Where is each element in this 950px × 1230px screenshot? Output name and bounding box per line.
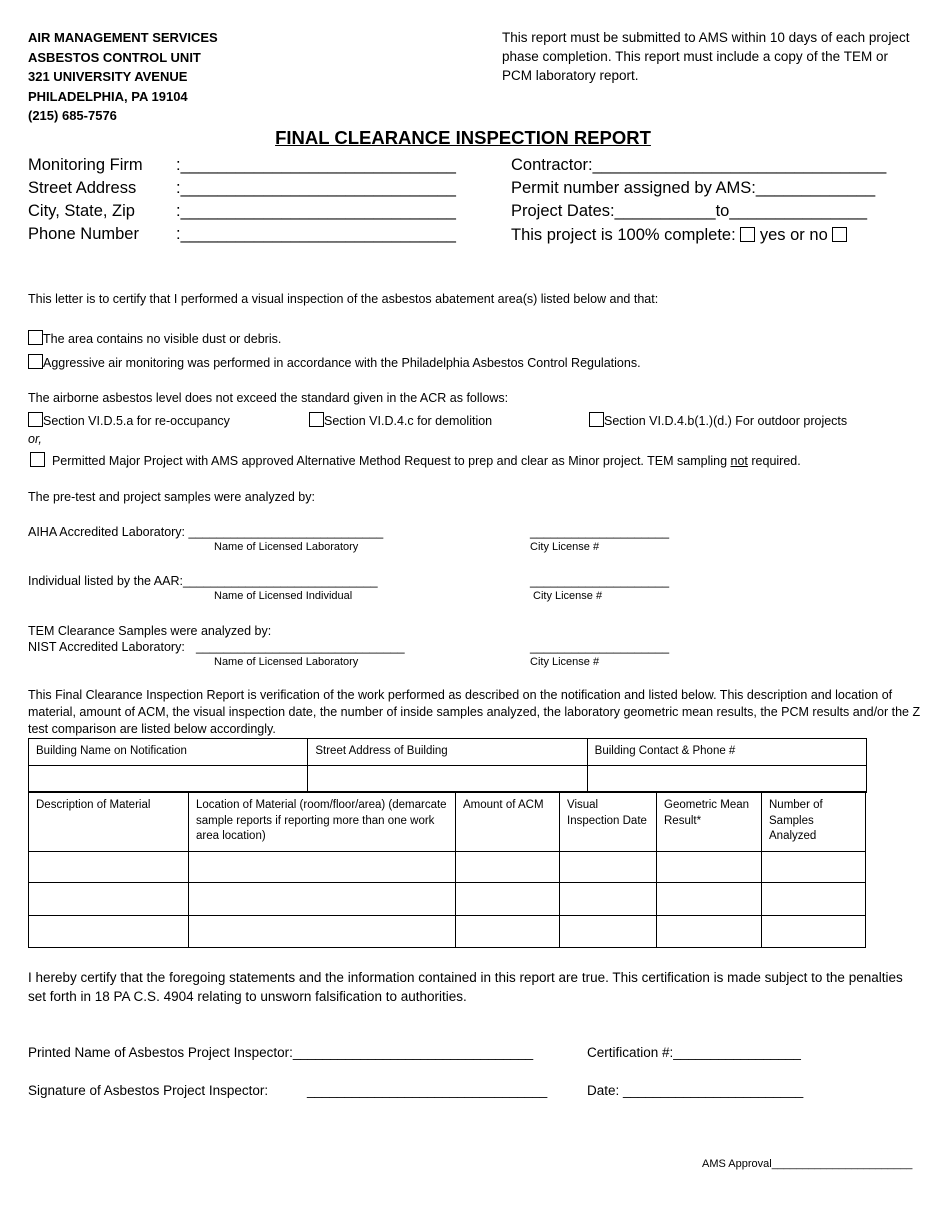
table-cell[interactable] bbox=[29, 852, 189, 883]
section-reoccupancy-checkbox[interactable] bbox=[28, 412, 43, 427]
individual-field[interactable]: Individual listed by the AAR:____________________________ bbox=[28, 574, 378, 588]
table-cell[interactable] bbox=[762, 852, 866, 883]
monitoring-firm-label: Monitoring Firm bbox=[28, 156, 143, 174]
table-row bbox=[29, 852, 866, 883]
table-row bbox=[29, 766, 867, 793]
table-cell[interactable] bbox=[189, 852, 456, 883]
street-address-label: Street Address bbox=[28, 179, 137, 197]
street-address-field[interactable]: :______________________________ bbox=[176, 179, 456, 197]
air-monitoring-row bbox=[28, 354, 641, 370]
or-label: or, bbox=[28, 432, 42, 446]
air-monitoring-label: Aggressive air monitoring was performed in accordance with the Philadelphia Asbestos Control Regulations. bbox=[43, 356, 641, 370]
table-header-cell: Amount of ACM bbox=[456, 792, 560, 852]
permitted-major-not: not bbox=[730, 454, 748, 468]
project-complete-label: This project is 100% complete: bbox=[511, 226, 736, 244]
aiha-license-field[interactable]: ____________________ bbox=[530, 525, 670, 539]
agency-line: ASBESTOS CONTROL UNIT bbox=[28, 49, 201, 65]
permitted-major-text: Permitted Major Project with AMS approved Alternative Method Request to prep and clear as Minor project. TEM sampling bbox=[51, 454, 731, 468]
street-address-cell[interactable] bbox=[308, 766, 587, 793]
page-title: FINAL CLEARANCE INSPECTION REPORT bbox=[275, 127, 651, 148]
certify-intro: This letter is to certify that I performed a visual inspection of the asbestos abatement area(s) listed below and that: bbox=[28, 292, 659, 306]
permitted-major-tail: required. bbox=[747, 454, 801, 468]
table-cell[interactable] bbox=[456, 916, 560, 948]
building-contact-cell[interactable] bbox=[587, 766, 866, 793]
ams-approval-field[interactable]: AMS Approval_______________________ bbox=[702, 1158, 913, 1170]
agency-line: 321 UNIVERSITY AVENUE bbox=[28, 69, 188, 84]
table-header-row bbox=[29, 792, 866, 852]
yes-or-no-label: yes or no bbox=[759, 226, 828, 244]
building-table bbox=[28, 738, 867, 793]
section-outdoor-row bbox=[589, 412, 847, 428]
phone-number-label: Phone Number bbox=[28, 225, 139, 243]
project-dates-to: to bbox=[715, 202, 730, 220]
table-header-cell: Location of Material (room/floor/area) (demarcate sample reports if reporting more than one work area location) bbox=[189, 792, 456, 852]
aiha-license-caption: City License # bbox=[530, 541, 600, 553]
table-cell[interactable] bbox=[560, 916, 657, 948]
pretest-heading: The pre-test and project samples were analyzed by: bbox=[28, 490, 315, 504]
contractor-field[interactable]: Contractor:________________________________ bbox=[511, 156, 887, 174]
table-cell[interactable] bbox=[657, 916, 762, 948]
signature-label: Signature of Asbestos Project Inspector: bbox=[28, 1083, 269, 1098]
no-dust-label: The area contains no visible dust or debris. bbox=[43, 332, 282, 346]
permitted-major-checkbox[interactable] bbox=[30, 452, 45, 467]
building-name-cell[interactable] bbox=[29, 766, 308, 793]
table-header-cell: Number of Samples Analyzed bbox=[762, 792, 866, 852]
no-dust-checkbox[interactable] bbox=[28, 330, 43, 345]
city-state-zip-field[interactable]: :______________________________ bbox=[176, 202, 456, 220]
permitted-major-row bbox=[30, 452, 801, 468]
verification-paragraph: This Final Clearance Inspection Report is verification of the work performed as described on the notification and listed below. This description and location of material, amount of ACM, the visual inspection date, the number of inside samples analyzed, the laboratory geometric mean results, the PCM results and/or the Z test comparison are listed below accordingly. bbox=[28, 688, 921, 736]
nist-lab-field[interactable]: ______________________________ bbox=[196, 640, 405, 654]
project-dates-field[interactable] bbox=[511, 202, 867, 221]
table-header-cell: Street Address of Building bbox=[308, 739, 587, 766]
section-demolition-row bbox=[309, 412, 492, 428]
table-cell[interactable] bbox=[657, 852, 762, 883]
nist-license-field[interactable]: ____________________ bbox=[530, 640, 670, 654]
table-header-cell: Building Contact & Phone # bbox=[587, 739, 866, 766]
table-cell[interactable] bbox=[29, 916, 189, 948]
monitoring-firm-field[interactable]: :______________________________ bbox=[176, 156, 456, 174]
no-dust-row bbox=[28, 330, 281, 346]
individual-caption: Name of Licensed Individual bbox=[214, 590, 353, 602]
table-header-cell: Visual Inspection Date bbox=[560, 792, 657, 852]
section-reoccupancy-row bbox=[28, 412, 230, 428]
section-outdoor-label: Section VI.D.4.b(1.)(d.) For outdoor projects bbox=[604, 414, 848, 428]
printed-name-field[interactable]: Printed Name of Asbestos Project Inspector:________________________________ bbox=[28, 1045, 534, 1060]
nist-license-caption: City License # bbox=[530, 656, 600, 668]
section-outdoor-checkbox[interactable] bbox=[589, 412, 604, 427]
individual-license-field[interactable]: ____________________ bbox=[530, 574, 670, 588]
project-dates-end[interactable]: _______________ bbox=[729, 202, 867, 220]
table-cell[interactable] bbox=[189, 883, 456, 916]
city-state-zip-label: City, State, Zip bbox=[28, 202, 135, 220]
project-complete-row bbox=[511, 226, 847, 245]
tem-heading: TEM Clearance Samples were analyzed by: bbox=[28, 624, 272, 638]
aiha-lab-field[interactable]: AIHA Accredited Laboratory: ____________________________ bbox=[28, 525, 384, 539]
table-row bbox=[29, 916, 866, 948]
airborne-intro: The airborne asbestos level does not exceed the standard given in the ACR as follows: bbox=[28, 391, 509, 405]
table-cell[interactable] bbox=[456, 852, 560, 883]
date-field[interactable]: Date: ________________________ bbox=[587, 1083, 804, 1098]
table-header-cell: Building Name on Notification bbox=[29, 739, 308, 766]
submission-notice: This report must be submitted to AMS within 10 days of each project phase completion. This report must include a copy of the TEM or PCM laboratory report. bbox=[502, 30, 910, 83]
certification-number-field[interactable]: Certification #:_________________ bbox=[587, 1045, 801, 1060]
yes-checkbox[interactable] bbox=[740, 227, 755, 242]
material-table bbox=[28, 791, 866, 948]
project-dates-start[interactable]: Project Dates:___________ bbox=[511, 202, 716, 220]
agency-line: AIR MANAGEMENT SERVICES bbox=[28, 30, 218, 45]
table-cell[interactable] bbox=[762, 883, 866, 916]
table-cell[interactable] bbox=[189, 916, 456, 948]
table-header-cell: Geometric Mean Result* bbox=[657, 792, 762, 852]
phone-number-field[interactable]: :______________________________ bbox=[176, 225, 456, 243]
table-cell[interactable] bbox=[456, 883, 560, 916]
table-header-cell: Description of Material bbox=[29, 792, 189, 852]
table-cell[interactable] bbox=[762, 916, 866, 948]
section-reoccupancy-label: Section VI.D.5.a for re-occupancy bbox=[43, 414, 230, 428]
nist-lab-caption: Name of Licensed Laboratory bbox=[214, 656, 359, 668]
table-header-row bbox=[29, 739, 867, 766]
section-demolition-label: Section VI.D.4.c for demolition bbox=[324, 414, 493, 428]
air-monitoring-checkbox[interactable] bbox=[28, 354, 43, 369]
table-cell[interactable] bbox=[560, 883, 657, 916]
agency-line: PHILADELPHIA, PA 19104 bbox=[28, 88, 188, 104]
agency-line: (215) 685-7576 bbox=[28, 108, 117, 123]
no-checkbox[interactable] bbox=[832, 227, 847, 242]
section-demolition-checkbox[interactable] bbox=[309, 412, 324, 427]
certification-statement: I hereby certify that the foregoing statements and the information contained in this report are true. This certification is made subject to the penalties set forth in 18 PA C.S. 4904 relating to unsworn falsification to authorities. bbox=[28, 970, 903, 1004]
table-cell[interactable] bbox=[560, 852, 657, 883]
signature-field[interactable]: ________________________________ bbox=[307, 1083, 548, 1098]
agency-address bbox=[28, 28, 218, 126]
nist-lab-label: NIST Accredited Laboratory: bbox=[28, 640, 185, 654]
table-row bbox=[29, 883, 866, 916]
permit-number-field[interactable]: Permit number assigned by AMS:_____________ bbox=[511, 179, 876, 197]
table-cell[interactable] bbox=[29, 883, 189, 916]
table-cell[interactable] bbox=[657, 883, 762, 916]
aiha-lab-caption: Name of Licensed Laboratory bbox=[214, 541, 359, 553]
individual-license-caption: City License # bbox=[533, 590, 603, 602]
